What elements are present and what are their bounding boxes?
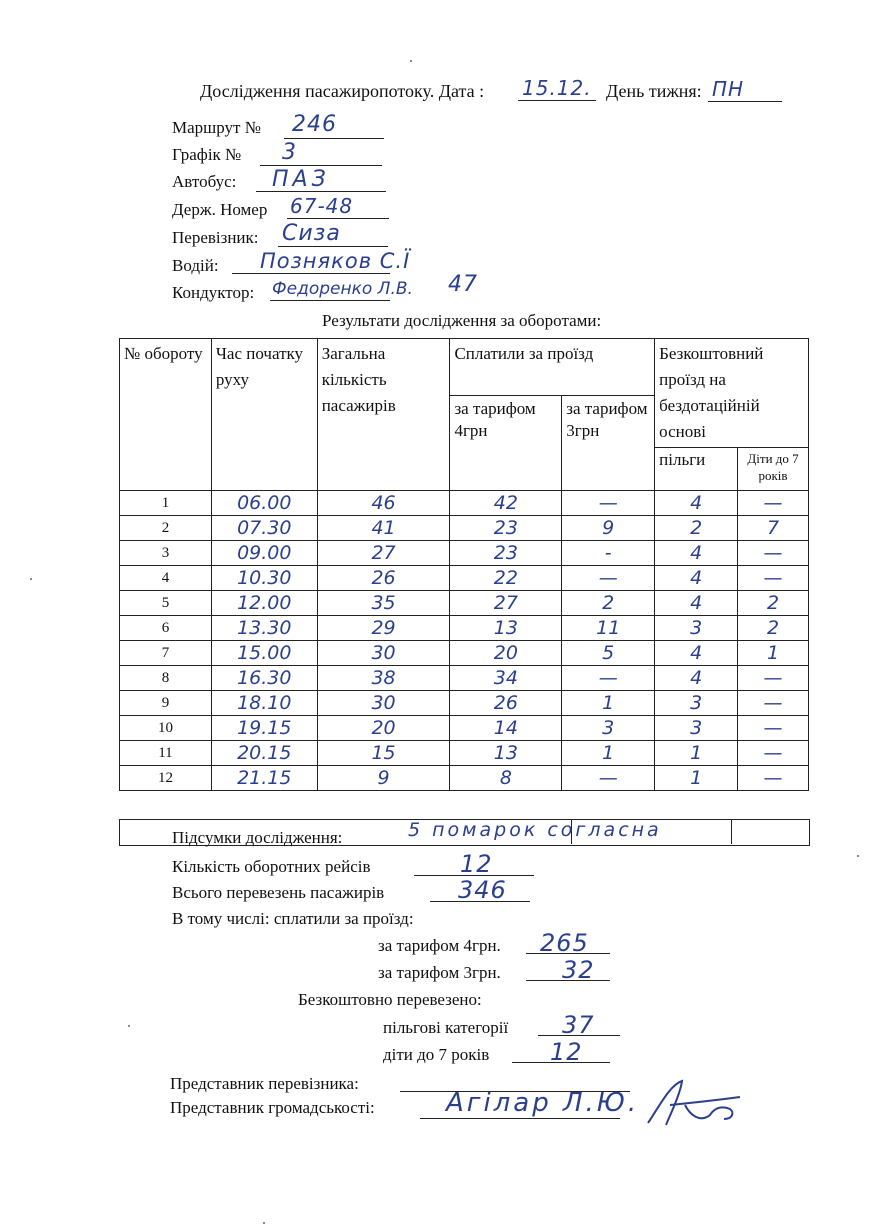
cell-t4: 23 [450,516,562,541]
t4-underline [526,953,610,954]
bus-underline [256,191,386,192]
table-row [120,616,809,641]
benefit-value: 37 [562,1011,595,1039]
cell-t3: — [562,766,655,791]
cell-time: 20.15 [211,741,317,766]
cell-t4: 13 [450,741,562,766]
conductor-value: Федоренко Л.В. [272,279,413,299]
cell-ch: — [738,766,809,791]
carrier-underline [278,246,388,247]
cell-n: 4 [120,566,212,591]
cell-time: 06.00 [211,491,317,516]
total-underline [430,901,530,902]
cell-time: 12.00 [211,591,317,616]
cell-n: 12 [120,766,212,791]
cell-total: 26 [317,566,450,591]
scan-speck [128,1025,130,1027]
t3-value: 32 [562,956,595,984]
cell-time: 15.00 [211,641,317,666]
bus-value: ПАЗ [272,167,330,192]
total-value: 346 [458,876,507,904]
carrier-label: Перевізник: [172,228,259,247]
cell-t4: 27 [450,591,562,616]
header-total: Загальна кількість пасажирів [317,339,450,491]
table-row [120,566,809,591]
cell-n: 6 [120,616,212,641]
results-title: Результати дослідження за оборотами: [322,311,602,330]
t4-label: за тарифом 4грн. [378,936,501,955]
cell-ben: 3 [655,691,738,716]
header-free: Безкоштовний проїзд на бездотаційній основі [655,339,809,448]
cell-t4: 13 [450,616,562,641]
scan-speck [410,60,412,62]
trips-value: 12 [460,850,493,878]
cell-ben: 2 [655,516,738,541]
table-row [120,766,809,791]
date-value: 15.12. [522,76,592,100]
driver-value: Позняков С.Ї [260,249,411,273]
free-label: Безкоштовно перевезено: [298,990,482,1009]
driver-label: Водій: [172,256,219,275]
cell-time: 18.10 [211,691,317,716]
scan-speck [30,578,32,580]
cell-ch: 1 [738,641,809,666]
cell-ben: 3 [655,616,738,641]
signature-icon [640,1075,750,1135]
cell-ch: — [738,541,809,566]
conductor-underline [270,300,390,301]
cell-t3: 9 [562,516,655,541]
summary-row-divider-2 [731,819,732,844]
cell-ch: — [738,741,809,766]
header-benefits: пільги [655,448,738,491]
cell-n: 8 [120,666,212,691]
schedule-underline [260,165,382,166]
benefit-label: пільгові категорії [383,1018,509,1037]
cell-ben: 4 [655,591,738,616]
cell-n: 10 [120,716,212,741]
cell-total: 20 [317,716,450,741]
cell-ch: — [738,666,809,691]
cell-time: 07.30 [211,516,317,541]
cell-time: 19.15 [211,716,317,741]
cell-ch: — [738,691,809,716]
header-time: Час початку руху [211,339,317,491]
cell-time: 09.00 [211,541,317,566]
table-row [120,541,809,566]
bus-label: Автобус: [172,172,237,191]
date-underline [518,100,596,101]
cell-time: 21.15 [211,766,317,791]
table-row [120,691,809,716]
paid-label: В тому числі: сплатили за проїзд: [172,909,414,928]
summary-note: 5 помарок согласна [408,819,662,841]
cell-ben: 4 [655,641,738,666]
weekday-underline [708,101,782,102]
children-underline [512,1062,610,1063]
cell-ch: — [738,491,809,516]
plate-value: 67-48 [290,194,354,218]
plate-label: Держ. Номер [172,200,268,219]
cell-n: 5 [120,591,212,616]
cell-total: 27 [317,541,450,566]
cell-ben: 4 [655,666,738,691]
route-label: Маршрут № [172,118,261,137]
cell-ch: 2 [738,591,809,616]
cell-t3: — [562,491,655,516]
t3-underline [526,980,610,981]
scan-speck [263,1222,265,1224]
cell-ben: 1 [655,741,738,766]
children-label: діти до 7 років [383,1045,490,1064]
cell-total: 35 [317,591,450,616]
table-row [120,741,809,766]
cell-total: 15 [317,741,450,766]
cell-ch: 7 [738,516,809,541]
conductor-extra: 47 [448,272,478,297]
header-children: Діти до 7 років [738,448,809,491]
table-row [120,516,809,541]
plate-underline [287,218,389,219]
driver-underline [232,273,390,274]
table-row [120,491,809,516]
cell-t4: 22 [450,566,562,591]
document-title-label: Дослідження пасажиропотоку. Дата : [200,81,485,101]
carrier-value: Сиза [282,221,341,246]
cell-ben: 4 [655,541,738,566]
cell-total: 29 [317,616,450,641]
benefit-underline [538,1035,620,1036]
cell-ben: 1 [655,766,738,791]
trips-label: Кількість оборотних рейсів [172,857,371,876]
scan-speck [857,855,859,857]
cell-ben: 3 [655,716,738,741]
cell-ben: 4 [655,566,738,591]
cell-n: 1 [120,491,212,516]
table-row [120,641,809,666]
cell-ch: — [738,716,809,741]
cell-t4: 14 [450,716,562,741]
cell-t4: 23 [450,541,562,566]
cell-t4: 8 [450,766,562,791]
cell-total: 30 [317,641,450,666]
public-rep-label: Представник громадськості: [170,1098,375,1117]
table-row [120,716,809,741]
children-value: 12 [550,1038,583,1066]
header-num: № обороту [120,339,212,491]
header-paid: Сплатили за проїзд [450,339,655,396]
cell-time: 16.30 [211,666,317,691]
cell-n: 2 [120,516,212,541]
header-paid-3: за тарифом 3грн [562,396,655,491]
summary-label: Підсумки дослідження: [172,828,343,847]
conductor-label: Кондуктор: [172,283,255,302]
cell-n: 3 [120,541,212,566]
results-table [119,338,809,791]
cell-time: 10.30 [211,566,317,591]
weekday-label: День тижня: [606,81,702,101]
carrier-rep-label: Представник перевізника: [170,1074,359,1093]
header-paid-4: за тарифом 4грн [450,396,562,491]
cell-t3: 2 [562,591,655,616]
cell-time: 13.30 [211,616,317,641]
cell-total: 41 [317,516,450,541]
cell-ch: — [738,566,809,591]
table-row [120,666,809,691]
cell-total: 38 [317,666,450,691]
public-rep-underline [420,1118,620,1119]
table-row [120,591,809,616]
cell-ch: 2 [738,616,809,641]
cell-t3: 1 [562,691,655,716]
cell-t3: — [562,566,655,591]
cell-t3: — [562,666,655,691]
cell-n: 11 [120,741,212,766]
public-rep-name: Агілар Л.Ю. [446,1088,640,1118]
t3-label: за тарифом 3грн. [378,963,501,982]
cell-t4: 34 [450,666,562,691]
cell-total: 46 [317,491,450,516]
schedule-label: Графік № [172,145,242,164]
total-label: Всього перевезень пасажирів [172,883,385,902]
cell-t3: 1 [562,741,655,766]
cell-t3: 5 [562,641,655,666]
results-rows [120,491,809,791]
cell-t3: 3 [562,716,655,741]
cell-n: 9 [120,691,212,716]
route-value: 246 [292,112,337,137]
schedule-value: 3 [282,140,297,165]
cell-total: 9 [317,766,450,791]
cell-t4: 20 [450,641,562,666]
cell-ben: 4 [655,491,738,516]
cell-t4: 26 [450,691,562,716]
route-underline [284,138,384,139]
cell-total: 30 [317,691,450,716]
cell-t4: 42 [450,491,562,516]
cell-t3: - [562,541,655,566]
cell-n: 7 [120,641,212,666]
weekday-value: ПН [712,77,745,101]
cell-t3: 11 [562,616,655,641]
t4-value: 265 [540,929,589,957]
